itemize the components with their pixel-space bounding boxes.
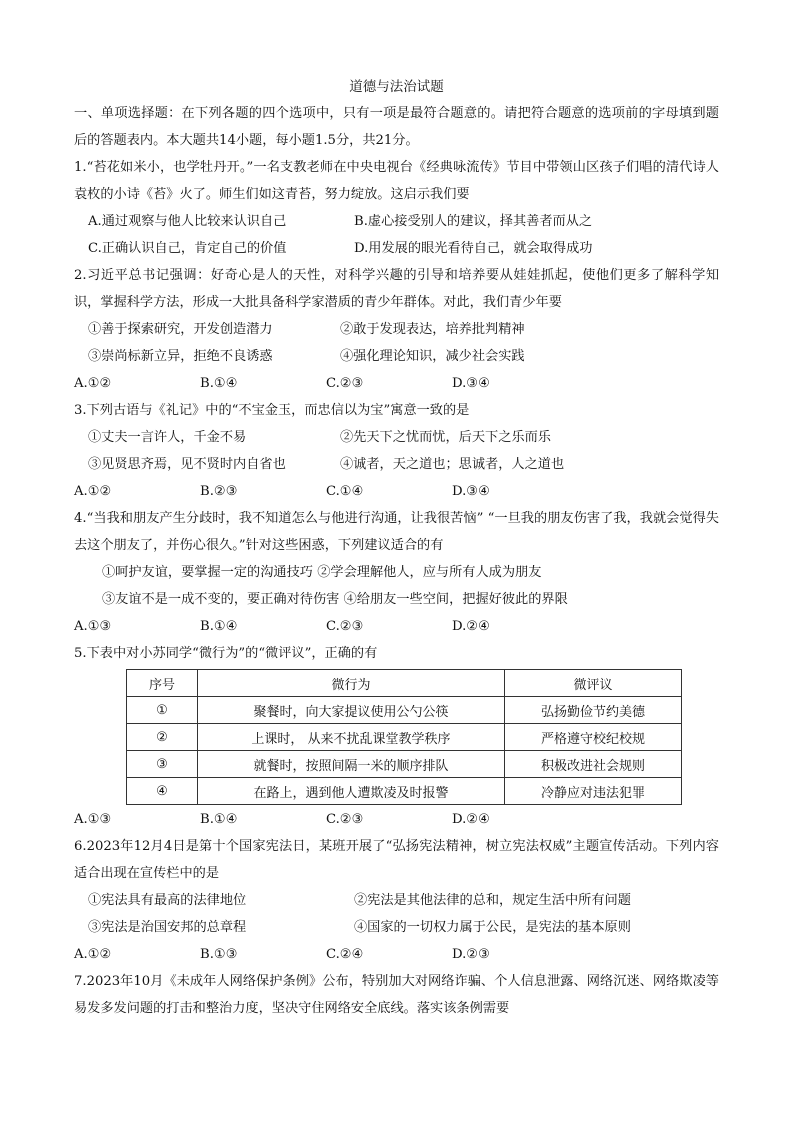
- behavior-table: [126, 669, 682, 805]
- page-title: 道德与法治试题: [349, 79, 444, 95]
- item-2: ②宪法是其他法律的总和，规定生活中所有问题: [354, 893, 631, 908]
- option-d: D.②③: [452, 947, 490, 962]
- option-c: C.②③: [326, 812, 364, 827]
- option-d: D.③④: [452, 376, 490, 391]
- question-3-options: [74, 478, 719, 505]
- item-2: ②先天下之忧而忧，后天下之乐而乐: [340, 430, 551, 445]
- question-4-options: [74, 613, 719, 640]
- cell-comment: 严格遵守校纪校规: [505, 724, 682, 751]
- item-3: ③见贤思齐焉，见不贤时内自省也: [88, 457, 286, 472]
- table-row: [127, 751, 682, 778]
- option-b: B.①④: [200, 376, 238, 391]
- question-5-options: [74, 806, 719, 833]
- option-a: A.①②: [74, 484, 112, 499]
- option-b: B.虚心接受别人的建议，择其善者而从之: [354, 214, 593, 229]
- cell-behavior: 就餐时，按照间隔一米的顺序排队: [198, 751, 505, 778]
- header-behavior: 微行为: [198, 670, 505, 697]
- question-2-options: [74, 370, 719, 397]
- cell-index: ④: [127, 778, 198, 805]
- question-6-options: [74, 941, 719, 968]
- cell-behavior: 上课时， 从来不扰乱课堂教学秩序: [198, 724, 505, 751]
- option-c: C.②④: [326, 947, 364, 962]
- option-c: C.②③: [326, 376, 364, 391]
- question-7-stem: 7.2023年10月《未成年人网络保护条例》公布，特别加大对网络诈骗、个人信息泄露、网络沉迷、网络欺凌等易发多发问题的打击和整治力度，坚决守住网络安全底线。落实该条例需要: [74, 974, 719, 1016]
- option-c: C.①④: [326, 484, 364, 499]
- table-header-row: [127, 670, 682, 697]
- question-6-items: [88, 887, 719, 941]
- item-3: ③宪法是治国安邦的总章程: [88, 920, 247, 935]
- option-c: C.正确认识自己，肯定自己的价值: [88, 241, 287, 256]
- section-instructions: 一、单项选择题：在下列各题的四个选项中，只有一项是最符合题意的。请把符合题意的选项前的字母填到题后的答题表内。本大题共14小题，每小题1.5分，共21分。: [74, 106, 719, 148]
- cell-index: ②: [127, 724, 198, 751]
- option-a: A.通过观察与他人比较来认识自己: [88, 214, 287, 229]
- item-1: ①丈夫一言许人，千金不易: [88, 430, 247, 445]
- item-2: ②敢于发现表达，培养批判精神: [340, 322, 525, 337]
- question-5-stem: 5.下表中对小苏同学“微行为”的“微评议”，正确的有: [74, 646, 378, 661]
- cell-behavior: 在路上，遇到他人遭欺凌及时报警: [198, 778, 505, 805]
- question-2-items: [88, 316, 719, 370]
- header-comment: 微评议: [505, 670, 682, 697]
- table-row: [127, 724, 682, 751]
- option-a: A.①②: [74, 947, 112, 962]
- cell-behavior: 聚餐时，向大家提议使用公勺公筷: [198, 697, 505, 724]
- item-4: ④强化理论知识，减少社会实践: [340, 349, 525, 364]
- option-b: B.①④: [200, 812, 238, 827]
- item-3: ③崇尚标新立异，拒绝不良诱惑: [88, 349, 273, 364]
- cell-comment: 积极改进社会规则: [505, 751, 682, 778]
- cell-index: ③: [127, 751, 198, 778]
- question-3-items: [88, 424, 719, 478]
- option-a: A.①③: [74, 812, 112, 827]
- option-d: D.用发展的眼光看待自己，就会取得成功: [354, 241, 593, 256]
- option-d: D.②④: [452, 619, 490, 634]
- question-1-stem: 1.“苔花如米小，也学牡丹开。”一名支教老师在中央电视台《经典咏流传》节目中带领山区孩子们唱的清代诗人袁枚的小诗《苔》火了。师生们如这青苔，努力绽放。这启示我们要: [74, 160, 719, 202]
- option-a: A.①③: [74, 619, 112, 634]
- option-a: A.①②: [74, 376, 112, 391]
- question-3-stem: 3.下列古语与《礼记》中的“不宝金玉，而忠信以为宝”寓意一致的是: [74, 403, 470, 418]
- question-4-items-line-2: ③友谊不是一成不变的，要正确对待伤害 ④给朋友一些空间，把握好彼此的界限: [102, 592, 568, 607]
- option-b: B.①④: [200, 619, 238, 634]
- cell-index: ①: [127, 697, 198, 724]
- option-b: B.②③: [200, 484, 238, 499]
- item-1: ①善于探索研究，开发创造潜力: [88, 322, 273, 337]
- question-4-items-line-1: ①呵护友谊，要掌握一定的沟通技巧 ②学会理解他人，应与所有人成为朋友: [102, 565, 542, 580]
- option-d: D.②④: [452, 812, 490, 827]
- question-2-stem: 2.习近平总书记强调：好奇心是人的天性，对科学兴趣的引导和培养要从娃娃抓起，使他们更多了解科学知识，掌握科学方法，形成一大批具备科学家潜质的青少年群体。对此，我们青少年要: [74, 268, 719, 310]
- header-index: 序号: [127, 670, 198, 697]
- question-6-stem: 6.2023年12月4日是第十个国家宪法日，某班开展了“弘扬宪法精神，树立宪法权威”主题宣传活动。下列内容适合出现在宣传栏中的是: [74, 839, 719, 881]
- table-row: [127, 778, 682, 805]
- cell-comment: 弘扬勤俭节约美德: [505, 697, 682, 724]
- item-1: ①宪法具有最高的法律地位: [88, 893, 247, 908]
- option-d: D.③④: [452, 484, 490, 499]
- cell-comment: 冷静应对违法犯罪: [505, 778, 682, 805]
- option-b: B.①③: [200, 947, 238, 962]
- question-4-stem: 4.“当我和朋友产生分歧时，我不知道怎么与他进行沟通，让我很苦恼” “一旦我的朋友伤害了我，我就会觉得失去这个朋友了，并伤心很久。”针对这些困惑，下列建议适合的有: [74, 511, 719, 553]
- item-4: ④国家的一切权力属于公民，是宪法的基本原则: [354, 920, 631, 935]
- question-1-options: [88, 208, 719, 262]
- option-c: C.②③: [326, 619, 364, 634]
- table-row: [127, 697, 682, 724]
- item-4: ④诚者，天之道也；思诚者，人之道也: [340, 457, 565, 472]
